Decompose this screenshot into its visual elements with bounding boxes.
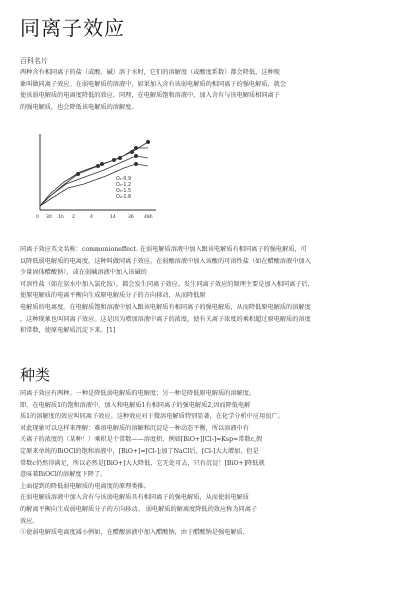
section-heading: 种类 bbox=[20, 366, 51, 384]
overview-line: ，这种现象也叫同离子效应。这是因为增加溶液中离子的浓度，使有关离子浓度的乘积超过原电解质的溶度 bbox=[20, 315, 311, 323]
experiment-figure bbox=[28, 128, 160, 224]
point bbox=[112, 158, 116, 162]
types-paragraph bbox=[20, 388, 388, 539]
types-line: 意味着BiOCl的溶解度下降了。 bbox=[20, 471, 107, 479]
types-line: 上面提到的降低弱电解质的电离度的原理类推。 bbox=[20, 482, 150, 490]
x-tick: 48h bbox=[144, 215, 153, 220]
types-line: 效应。 bbox=[20, 517, 39, 525]
types-line: 在弱电解质溶液中加入含有与该弱电解质具有相同离子的强电解质，从而使弱电解质 bbox=[20, 494, 249, 502]
point bbox=[134, 162, 138, 166]
point bbox=[118, 156, 122, 160]
overview-paragraph bbox=[20, 244, 388, 337]
types-line: 常数c仍然得满足，所以必然是[BiO+]大大降低，它无处可去，只有沉淀！[BiO+]降低就 bbox=[20, 459, 265, 467]
types-line: ①使弱电解质电离度减小例如，在醋酸溶液中加入醋酸钠，由于醋酸钠是强电解质， bbox=[20, 529, 249, 537]
types-line: 定原来单纯的BiOCl的饱和溶液中，[BiO+]=[Cl-];加了NaCl后，[Cl-]大大增加，但是 bbox=[20, 447, 259, 455]
x-tick: 30 bbox=[46, 215, 52, 220]
x-tick: 1h bbox=[58, 215, 64, 220]
figure-chart bbox=[28, 128, 160, 224]
intro-line: 的强电解质，也会降低该电解质的溶解度。 bbox=[20, 103, 138, 111]
types-line: 对此现象可以这样来理解：难溶电解质的溶解和沉淀是一种动态平衡，所以溶液中有 bbox=[20, 424, 249, 432]
overview-line: 使原电解质的电离平衡向生成原电解质分子的方向移动，从而降低原 bbox=[20, 292, 206, 300]
legend-item: O₁-0.9 bbox=[116, 177, 132, 182]
point bbox=[146, 140, 150, 144]
overview-line: 可溶性盐（如在氨水中加入氯化铵），都会发生同离子效应。发生同离子效应的原理主要是加入相同离子后， bbox=[20, 280, 314, 288]
intro-paragraph bbox=[20, 67, 388, 113]
point bbox=[134, 146, 138, 150]
types-line: 即，在电解质1的饱和溶液中，加入和电解质1有相同离子的强电解质2,因而降低电解 bbox=[20, 401, 251, 409]
x-tick: 2 bbox=[72, 215, 75, 220]
point bbox=[130, 150, 134, 154]
point bbox=[96, 164, 100, 168]
types-line: 同离子效应有两种。一种是降低弱电解质的电解度；另一种是降低原电解质的溶解度。 bbox=[20, 390, 256, 397]
point bbox=[134, 154, 138, 158]
x-tick: 0 bbox=[36, 215, 39, 220]
x-tick: 36 bbox=[128, 215, 134, 220]
types-line: 关离子的浓度的（某种！）乘积是个常数——溶度积，例如[BiO+][Cl-]=Ksp=常数c,假 bbox=[20, 436, 263, 444]
intro-line: 使该弱电解质的电离度降低的效应。同理，在电解质饱和溶液中，加入含有与该电解质相同离子 bbox=[20, 92, 280, 100]
types-line: 质1的溶解度的效应叫同离子效应。这种效应对于微溶电解质特别显著，在化学分析中应用很广。 bbox=[20, 413, 284, 421]
types-line: 的解离平衡向生成弱电解质分子的方向移动。 弱电解质的解离度降低的效应称为同离子 bbox=[20, 505, 258, 513]
point bbox=[76, 172, 80, 176]
overview-line: 少量固体醋酸钠），或在弱碱溶液中加入该碱的 bbox=[20, 269, 147, 277]
legend-item: O₃-1.5 bbox=[116, 189, 132, 194]
overview-line: 以降低弱电解质的电离度，这种叫做同离子效应。在弱酸溶液中加入该酸的可溶性盐（如在醋酸溶液中加入 bbox=[20, 257, 311, 265]
legend-item: O₂-1.2 bbox=[116, 183, 132, 188]
intro-line: 两种含有相同离子的盐（或酸、碱）溶于水时，它们的溶解度（或酸度系数）都会降低，这种现 bbox=[20, 69, 280, 76]
overview-line: 同离子效应英文名称：commonioneffect. 在弱电解质溶液中加入跟该电解质有相同离子的强电解质，可 bbox=[20, 246, 307, 253]
intro-line: 象叫做同离子效应。在弱电解质的溶液中，如果加入含有该弱电解质的相同离子的强电解质，就会 bbox=[20, 80, 287, 88]
point bbox=[100, 162, 104, 166]
page-title: 同离子效应 bbox=[20, 16, 125, 40]
x-tick: 4 bbox=[90, 215, 93, 220]
x-tick: 14 bbox=[110, 215, 116, 220]
legend-item: O₄-1.8 bbox=[116, 195, 132, 200]
section-label: 百科名片 bbox=[20, 57, 48, 65]
overview-line: 积常数，使原电解质沉淀下来。[1] bbox=[20, 327, 116, 335]
overview-line: 电解质的电离度。在电解质饱和溶液中加入跟该电解质有相同离子的强电解质，从而降低原电解质的溶解度 bbox=[20, 303, 311, 311]
